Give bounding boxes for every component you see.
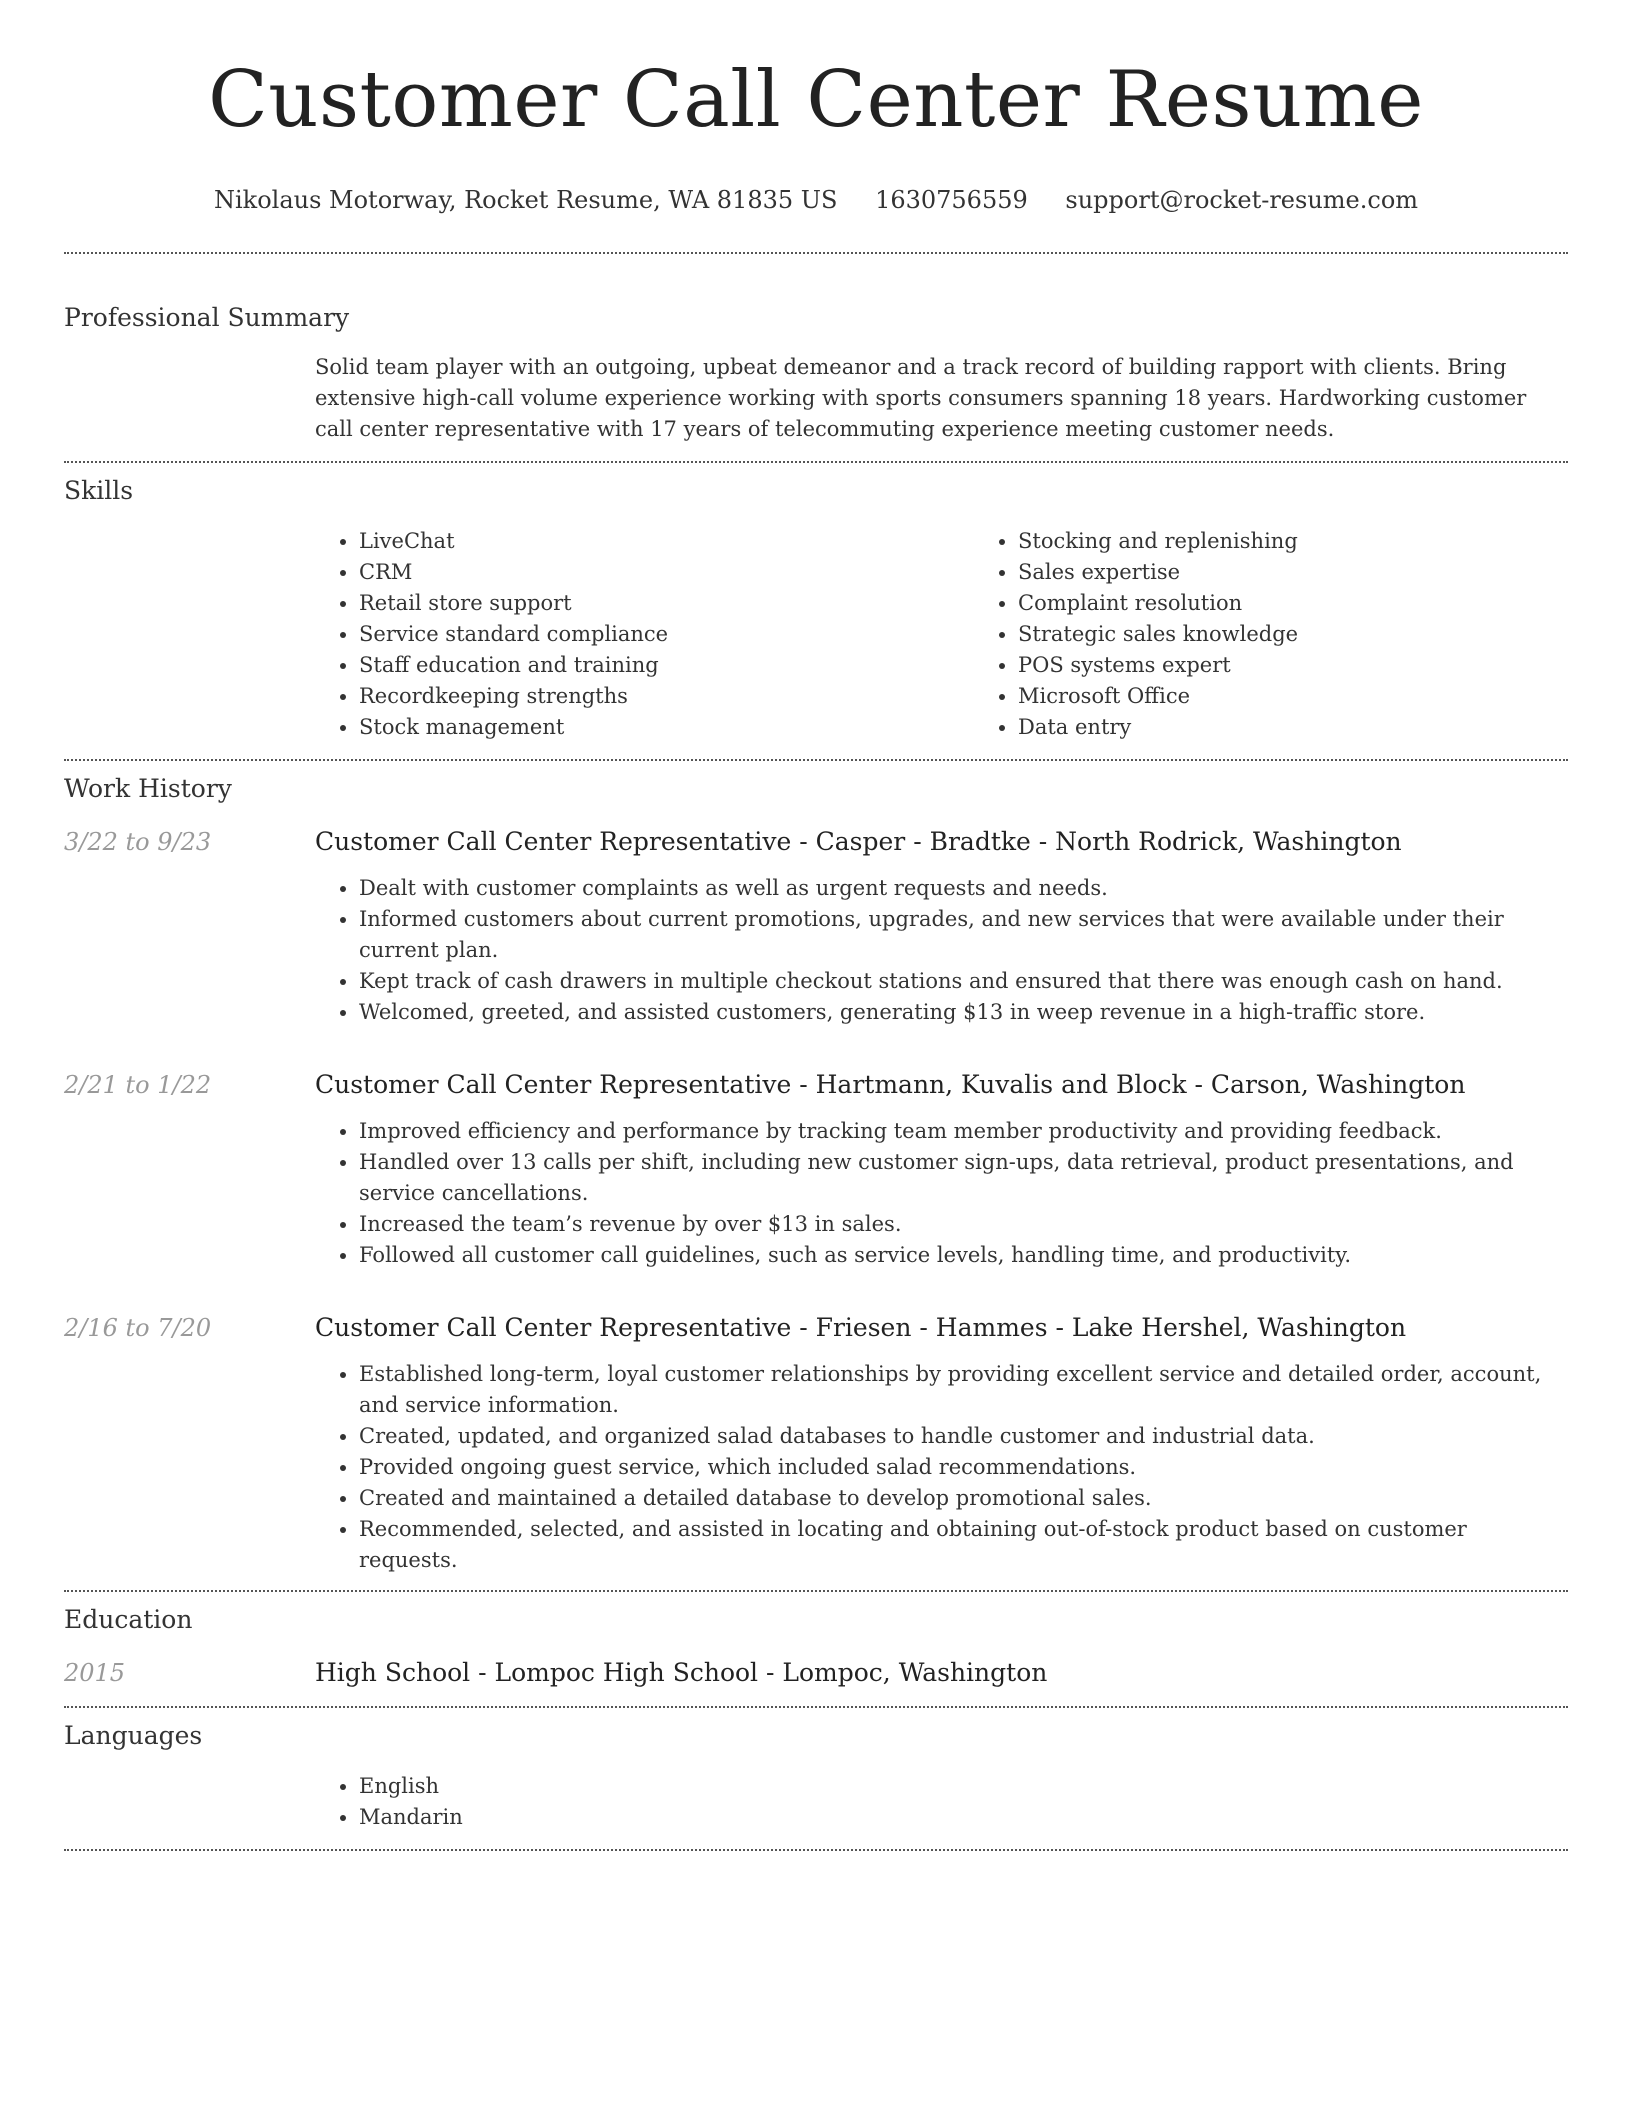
job-title: Customer Call Center Representative - Friesen - Hammes - Lake Hershel, Washington	[315, 1313, 1407, 1342]
job-bullet: • Created and maintained a detailed database to develop promotional sales.	[359, 1483, 1568, 1514]
contact-email: support@rocket-resume.com	[1065, 186, 1419, 214]
section-heading-summary: Professional Summary	[64, 303, 350, 332]
skills-list-right	[974, 526, 1632, 743]
job-title: Customer Call Center Representative - Hartmann, Kuvalis and Block - Carson, Washington	[315, 1070, 1466, 1099]
language-item: • English	[359, 1771, 1568, 1802]
skill-item: • Retail store support	[359, 588, 974, 619]
professional-summary-section	[64, 254, 1568, 461]
job-header-row	[64, 825, 1568, 859]
language-item: • Mandarin	[359, 1802, 1568, 1833]
job-bullet: • Established long-term, loyal customer relationships by providing excellent service and detailed order, account, and service information.	[359, 1359, 1568, 1421]
job-bullets	[315, 859, 1568, 1028]
skill-item: • Stocking and replenishing	[1018, 526, 1632, 557]
skill-item: • Strategic sales knowledge	[1018, 619, 1632, 650]
job-bullet: • Handled over 13 calls per shift, including new customer sign-ups, data retrieval, product presentations, and service cancellations.	[359, 1147, 1568, 1209]
summary-text: Solid team player with an outgoing, upbeat demeanor and a track record of building rapport with clients. Bring extensive high-call volume experience working with sports consumers spanning 18 years. Hardworking customer call center representative with 17 years of telecommuting experience meeting customer needs.	[315, 355, 1527, 441]
skill-item: • Recordkeeping strengths	[359, 681, 974, 712]
job-bullets	[315, 1102, 1568, 1271]
job-bullet-list	[315, 873, 1568, 1028]
education-year: 2015	[64, 1659, 126, 1687]
skill-item: • Stock management	[359, 712, 974, 743]
job-entry	[64, 1068, 1568, 1271]
education-row	[64, 1656, 1568, 1706]
languages-row	[64, 1771, 1568, 1849]
job-dates: 2/16 to 7/20	[64, 1314, 212, 1342]
section-heading-work: Work History	[64, 774, 232, 803]
job-bullet-list	[315, 1359, 1568, 1576]
job-bullet: • Provided ongoing guest service, which included salad recommendations.	[359, 1452, 1568, 1483]
job-bullet: • Recommended, selected, and assisted in locating and obtaining out-of-stock product based on customer requests.	[359, 1514, 1568, 1576]
summary-row	[64, 352, 1568, 461]
job-bullet: • Increased the team’s revenue by over $13 in sales.	[359, 1209, 1568, 1240]
education-section	[64, 1592, 1568, 1706]
job-bullet: • Informed customers about current promotions, upgrades, and new services that were available under their current plan.	[359, 904, 1568, 966]
job-bullet: • Welcomed, greeted, and assisted customers, generating $13 in weep revenue in a high-traffic store.	[359, 997, 1568, 1028]
section-heading-skills: Skills	[64, 476, 134, 505]
job-bullets-row	[64, 1102, 1568, 1271]
job-bullet-list	[315, 1116, 1568, 1271]
skills-list-left	[315, 526, 974, 743]
job-bullet: • Improved efficiency and performance by tracking team member productivity and providing feedback.	[359, 1116, 1568, 1147]
job-entry	[64, 1311, 1568, 1576]
skills-grid	[315, 526, 1632, 743]
skills-section	[64, 463, 1568, 759]
job-bullet: • Kept track of cash drawers in multiple checkout stations and ensured that there was enough cash on hand.	[359, 966, 1568, 997]
section-heading-education: Education	[64, 1605, 193, 1634]
job-dates: 3/22 to 9/23	[64, 828, 212, 856]
job-bullet: • Dealt with customer complaints as well as urgent requests and needs.	[359, 873, 1568, 904]
skill-item: • Microsoft Office	[1018, 681, 1632, 712]
summary-right-col	[315, 352, 1568, 461]
contact-line	[64, 184, 1568, 216]
section-divider	[64, 1849, 1568, 1851]
education-entry: High School - Lompoc High School - Lompoc, Washington	[315, 1658, 1048, 1687]
skill-item: • Complaint resolution	[1018, 588, 1632, 619]
languages-right-col	[315, 1771, 1568, 1833]
job-bullet: • Followed all customer call guidelines, such as service levels, handling time, and productivity.	[359, 1240, 1568, 1271]
work-history-section	[64, 761, 1568, 1576]
languages-section	[64, 1708, 1568, 1849]
job-bullets	[315, 1345, 1568, 1576]
skill-item: • CRM	[359, 557, 974, 588]
contact-address: Nikolaus Motorway, Rocket Resume, WA 81835 US	[213, 186, 838, 214]
section-heading-languages: Languages	[64, 1721, 203, 1750]
document-title: Customer Call Center Resume	[208, 55, 1424, 145]
skill-item: • LiveChat	[359, 526, 974, 557]
contact-phone: 1630756559	[875, 186, 1028, 214]
job-bullets-row	[64, 859, 1568, 1028]
skill-item: • POS systems expert	[1018, 650, 1632, 681]
skill-item: • Data entry	[1018, 712, 1632, 743]
job-bullet: • Created, updated, and organized salad databases to handle customer and industrial data.	[359, 1421, 1568, 1452]
job-title: Customer Call Center Representative - Casper - Bradtke - North Rodrick, Washington	[315, 827, 1402, 856]
skill-item: • Service standard compliance	[359, 619, 974, 650]
skill-item: • Sales expertise	[1018, 557, 1632, 588]
skill-item: • Staff education and training	[359, 650, 974, 681]
job-dates: 2/21 to 1/22	[64, 1071, 212, 1099]
job-bullets-row	[64, 1345, 1568, 1576]
job-header-row	[64, 1068, 1568, 1102]
languages-list	[315, 1771, 1568, 1833]
job-header-row	[64, 1311, 1568, 1345]
job-entry	[64, 825, 1568, 1028]
skills-row	[64, 526, 1568, 759]
